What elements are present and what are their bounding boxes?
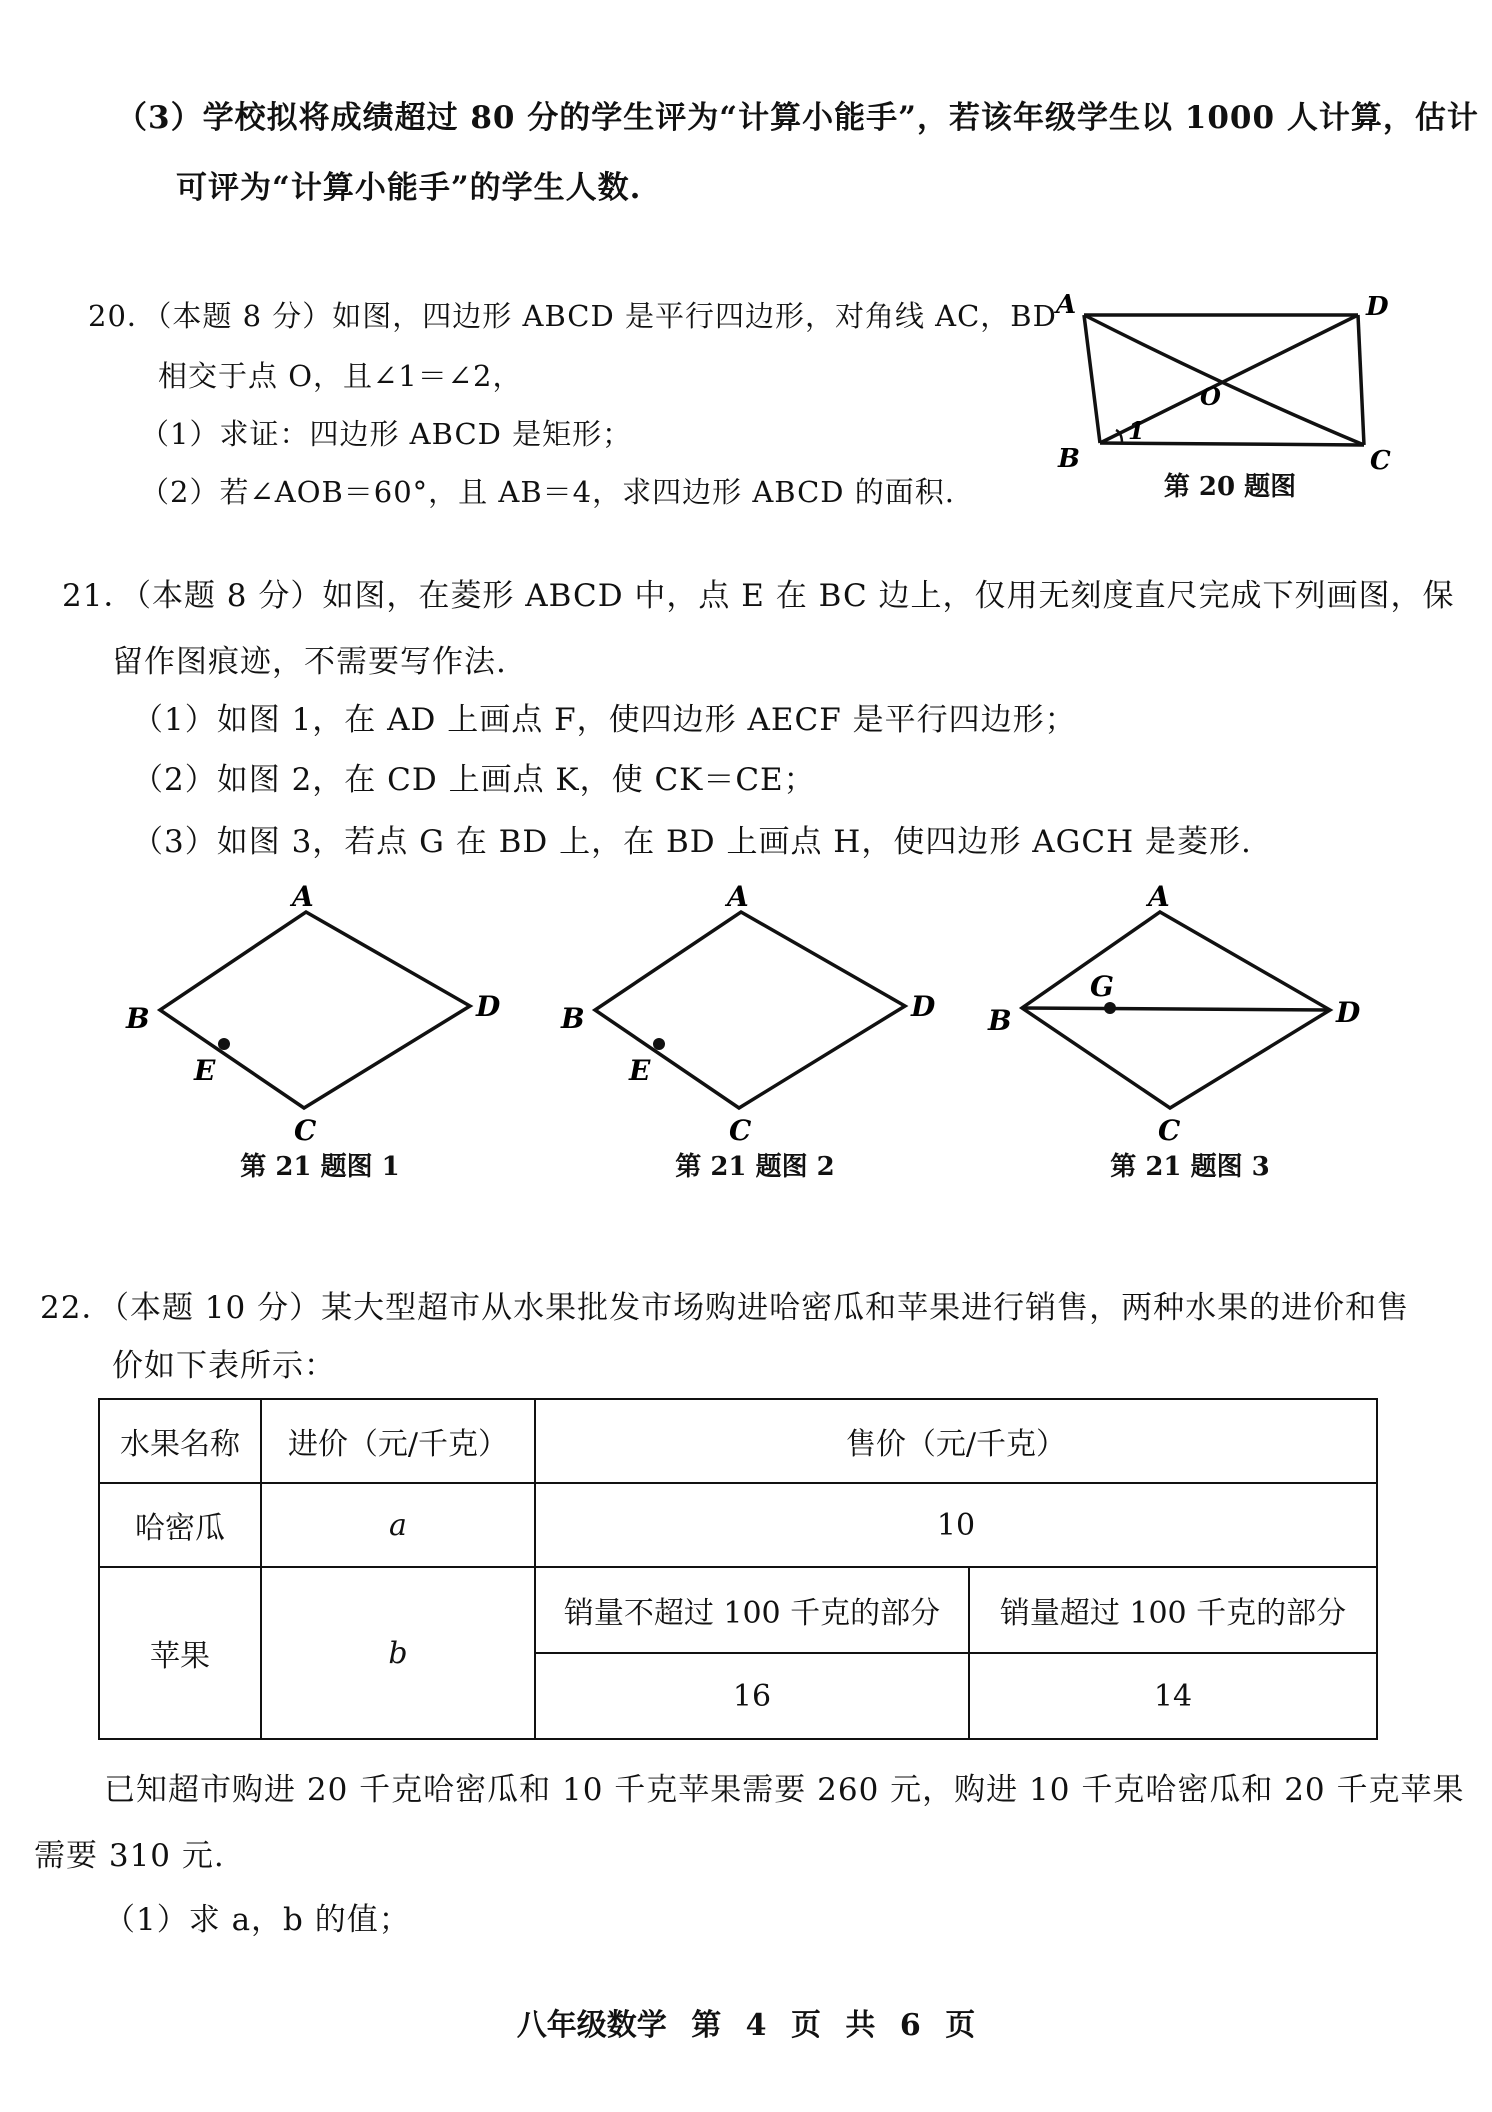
q20-label-angle1: 1	[1128, 416, 1145, 445]
cell-apple-price2: 14	[969, 1653, 1377, 1739]
q20-stem-line1: 20．（本题 8 分）如图，四边形 ABCD 是平行四边形，对角线 AC，BD	[88, 299, 1057, 333]
q21-fig2-point-e	[653, 1038, 665, 1050]
q21-fig3-label-d: D	[1336, 996, 1361, 1029]
cell-melon-price: 10	[535, 1483, 1377, 1567]
q21-fig2-label-a: A	[727, 880, 749, 913]
q21-fig2-label-c: C	[729, 1114, 752, 1147]
cell-apple-cost: b	[261, 1567, 535, 1739]
cell-apple-price1: 16	[535, 1653, 969, 1739]
q20-label-b: B	[1058, 444, 1080, 474]
q21-part2: （2）如图 2，在 CD 上画点 K，使 CK＝CE；	[132, 762, 816, 798]
header-fruit-name: 水果名称	[99, 1399, 261, 1483]
q19-part3-line1: （3）学校拟将成绩超过 80 分的学生评为“计算小能手”，若该年级学生以 1000 人计算，估计	[116, 100, 1479, 136]
q21-part1: （1）如图 1，在 AD 上画点 F，使四边形 AECF 是平行四边形；	[132, 702, 1077, 738]
q20-part1: （1）求证：四边形 ABCD 是矩形；	[140, 417, 633, 451]
cell-apple-sub2: 销量超过 100 千克的部分	[969, 1567, 1377, 1653]
q22-known-line1: 已知超市购进 20 千克哈密瓜和 10 千克苹果需要 260 元，购进 10 千克哈密瓜和 20 千克苹果	[104, 1772, 1465, 1808]
q21-fig3-label-g: G	[1090, 970, 1114, 1003]
q21-fig1-label-a: A	[292, 880, 314, 913]
q20-part2: （2）若∠AOB＝60°，且 AB＝4，求四边形 ABCD 的面积.	[140, 475, 955, 509]
q21-fig3-label-c: C	[1158, 1114, 1181, 1147]
q22-stem-line1: 22．（本题 10 分）某大型超市从水果批发市场购进哈密瓜和苹果进行销售，两种水果的进价和售	[40, 1290, 1410, 1326]
q21-fig2-label-e: E	[629, 1054, 651, 1087]
table-row	[99, 1399, 1377, 1483]
q20-label-c: C	[1370, 446, 1391, 476]
q19-part3-line2: 可评为“计算小能手”的学生人数.	[176, 170, 642, 206]
q21-figure-3	[980, 880, 1400, 1150]
header-sale-price: 售价（元/千克）	[535, 1399, 1377, 1483]
q20-label-a: A	[1056, 290, 1077, 320]
q22-part1: （1）求 a，b 的值；	[104, 1902, 411, 1938]
q21-fig3-diagonal-bd	[1022, 1008, 1330, 1010]
q21-figure-1-caption: 第 21 题图 1	[240, 1152, 400, 1182]
table-row	[99, 1483, 1377, 1567]
q20-figure	[1040, 285, 1420, 485]
q21-fig3-label-a: A	[1148, 880, 1170, 913]
q21-fig1-label-d: D	[476, 990, 501, 1023]
q22-stem-line2: 价如下表所示：	[112, 1348, 336, 1384]
q20-side-dc	[1358, 315, 1364, 445]
q21-fig1-point-e	[218, 1038, 230, 1050]
q21-fig2-label-d: D	[911, 990, 936, 1023]
q21-stem-line1: 21．（本题 8 分）如图，在菱形 ABCD 中，点 E 在 BC 边上，仅用无刻度直尺完成下列画图，保	[62, 578, 1455, 614]
table-row	[99, 1567, 1377, 1653]
q21-fig1-label-e: E	[194, 1054, 216, 1087]
q21-fig1-label-c: C	[294, 1114, 317, 1147]
q21-fig2-label-b: B	[561, 1002, 585, 1035]
q21-part3: （3）如图 3，若点 G 在 BD 上，在 BD 上画点 H，使四边形 AGCH 是菱形.	[132, 824, 1252, 860]
q21-figure-1	[110, 880, 510, 1150]
q21-figure-2	[545, 880, 945, 1150]
q21-fig3-label-b: B	[988, 1004, 1012, 1037]
cell-melon-cost: a	[261, 1483, 535, 1567]
q20-stem-line2: 相交于点 O，且∠1＝∠2，	[158, 359, 523, 393]
q21-fig3-point-g	[1104, 1002, 1116, 1014]
price-table	[98, 1398, 1378, 1740]
q21-fig1-label-b: B	[126, 1002, 150, 1035]
cell-apple-sub1: 销量不超过 100 千克的部分	[535, 1567, 969, 1653]
page-footer: 八年级数学 第 4 页 共 6 页	[516, 2008, 976, 2043]
q20-label-o: O	[1200, 382, 1221, 411]
q22-known-line2: 需要 310 元.	[34, 1838, 225, 1874]
q21-stem-line2: 留作图痕迹，不需要写作法.	[112, 644, 507, 680]
cell-apple-name: 苹果	[99, 1567, 261, 1739]
header-cost-price: 进价（元/千克）	[261, 1399, 535, 1483]
q21-figure-3-caption: 第 21 题图 3	[1110, 1152, 1270, 1182]
cell-melon-name: 哈密瓜	[99, 1483, 261, 1567]
q20-figure-caption: 第 20 题图	[1163, 472, 1297, 502]
q20-label-d: D	[1366, 292, 1389, 322]
q21-figure-2-caption: 第 21 题图 2	[675, 1152, 835, 1182]
q20-side-ab	[1084, 315, 1100, 443]
